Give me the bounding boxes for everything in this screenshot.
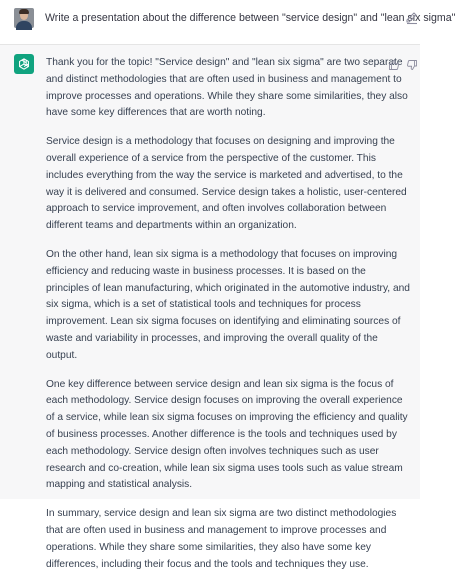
assistant-paragraph: Service design is a methodology that focuses on designing and improving the overall experience of a service from the perspective of the customer. This includes everything from the way the service is marketed and advertised, to the way it is delivered and consumed. Service design takes a holistic, user-centered approach to service improvement, and often involves collaboration between different teams and departments within an organization. [46,136,407,232]
feedback-actions [388,58,420,72]
assistant-message-content [46,55,410,585]
user-avatar [14,8,34,28]
assistant-paragraph: One key difference between service design and lean six sigma is the focus of each methodology. Service design focuses on improving the overall experience of a service, while lean six sigma focuses on improving the efficiency and quality of business processes. Another difference is the tools and techniques used by each methodology. Service design often involves techniques such as user research and co-creation, while lean six sigma uses tools such as value stream mapping and statistical analysis. [46,378,408,491]
user-message-row [0,0,455,44]
edit-icon[interactable] [404,11,420,25]
assistant-paragraph: Thank you for the topic! "Service design" and "lean six sigma" are two separate and distinct methodologies that are often used in business and management to improve processes and operations. While they share some similarities, they also have some key differences that are worth noting. [46,57,408,119]
openai-logo-icon [14,54,34,74]
user-message-text: Write a presentation about the difference between "service design" and "lean six sigma" [45,12,455,24]
assistant-paragraph: On the other hand, lean six sigma is a methodology that focuses on improving efficiency and reducing waste in business processes. It is based on the principles of lean manufacturing, which originated in the automotive industry, and six sigma, which is a set of statistical tools and techniques for process improvement. Lean six sigma focuses on identifying and eliminating sources of waste and variability in processes, and improving the overall quality of the output. [46,248,410,361]
thumbs-up-icon[interactable] [388,58,400,70]
thumbs-down-icon[interactable] [406,58,418,70]
assistant-message-row [0,44,420,570]
assistant-paragraph: In summary, service design and lean six sigma are two distinct methodologies that are often used in business and management to improve processes and operations. While they share some similarities, they also have some key differences, including their focus and the tools and techniques they use. [46,508,397,570]
